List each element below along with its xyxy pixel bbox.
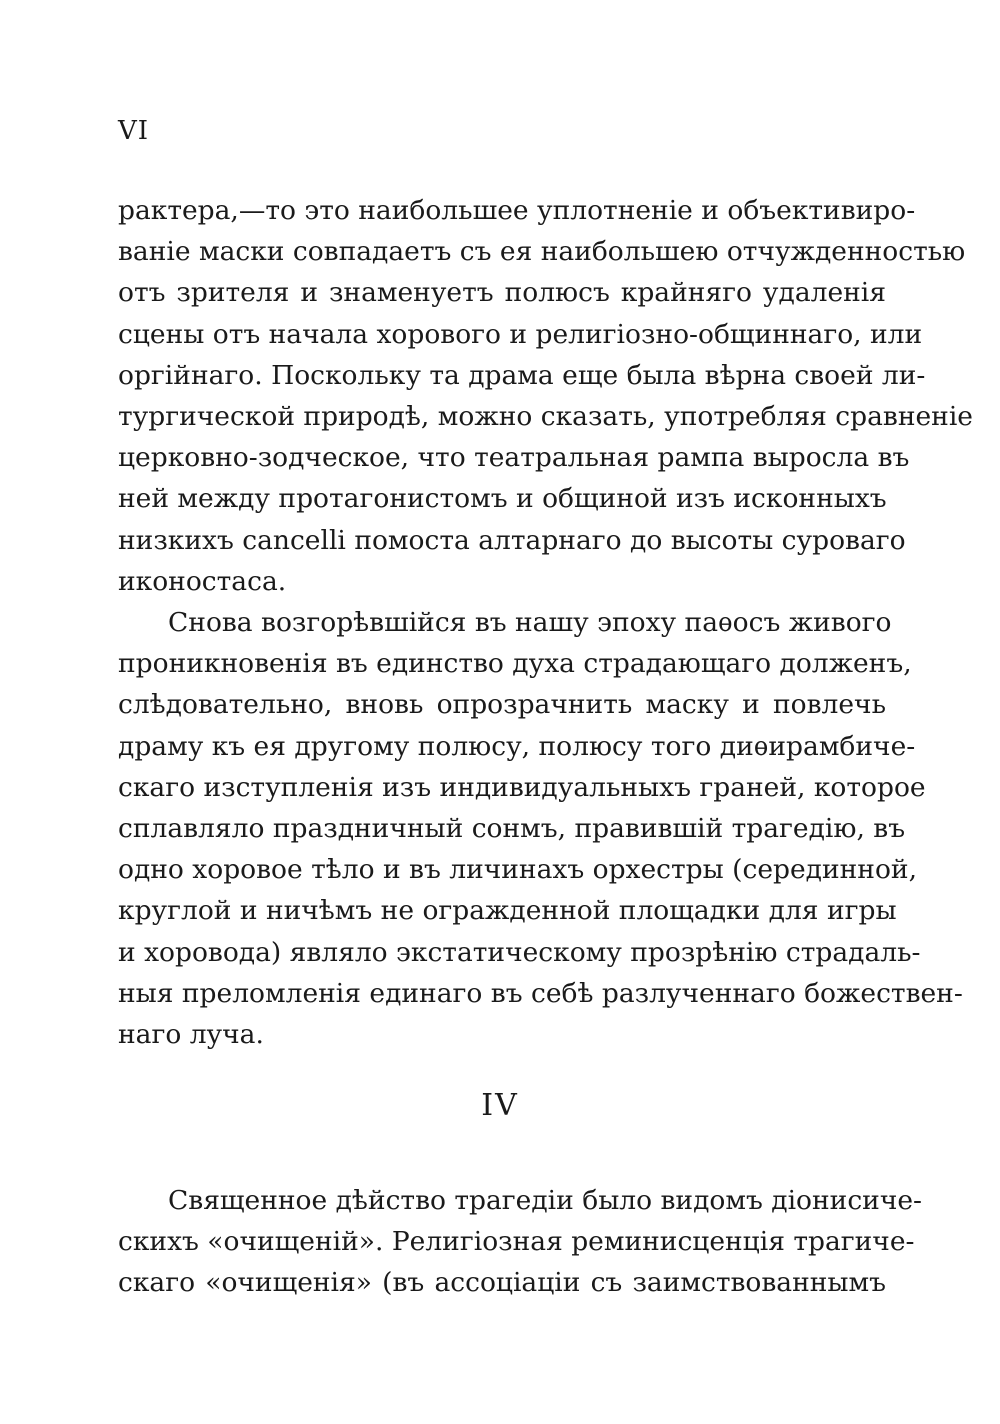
text-line: драму къ ея другому полюсу, полюсу того диѳирамбиче- — [118, 730, 916, 762]
text-line: скаго изступленія изъ индивидуальныхъ граней, которое — [118, 771, 926, 803]
text-line: тургической природѣ, можно сказать, употребляя сравненіе — [118, 400, 973, 432]
paragraph-3 — [118, 1180, 922, 1304]
text-line: скаго «очищенія» (въ ассоціаціи съ заимствованнымъ — [118, 1267, 886, 1299]
text-line: ваніе маски совпадаетъ съ ея наибольшею отчужденностью — [118, 236, 966, 268]
text-line: скихъ «очищеній». Религіозная реминисценція трагиче- — [118, 1226, 915, 1258]
text-line: наго луча. — [118, 1018, 264, 1050]
page-number: VI — [118, 116, 150, 146]
text-line: Священное дѣйство трагедіи было видомъ діонисиче- — [168, 1185, 922, 1216]
text-line: Снова возгорѣвшійся въ нашу эпоху паѳосъ живого — [168, 607, 892, 638]
text-line: слѣдовательно, вновь опрозрачнить маску и повлечь — [118, 689, 886, 721]
text-line: ней между протагонистомъ и общиной изъ исконныхъ — [118, 483, 887, 515]
text-line: сцены отъ начала хорового и религіозно-общиннаго, или — [118, 318, 923, 350]
text-line: сплавляло праздничный сонмъ, правившій трагедію, въ — [118, 812, 906, 844]
text-line: и хоровода) являло экстатическому прозрѣнію страдаль- — [118, 936, 921, 968]
text-line: оргійнаго. Поскольку та драма еще была вѣрна своей ли- — [118, 359, 926, 391]
section-heading: IV — [481, 1088, 519, 1123]
paragraph-1 — [118, 190, 973, 602]
text-line: рактера,—то это наибольшее уплотненіе и объективиро- — [118, 195, 916, 226]
text-line: проникновенія въ единство духа страдающаго долженъ, — [118, 648, 912, 680]
text-line: ныя преломленія единаго въ себѣ разлученнаго божествен- — [118, 977, 963, 1009]
text-line: отъ зрителя и знаменуетъ полюсъ крайняго удаленія — [118, 277, 886, 309]
text-line: иконостаса. — [118, 565, 287, 597]
text-line: низкихъ cancelli помоста алтарнаго до высоты суроваго — [118, 524, 906, 556]
text-line: круглой и ничѣмъ не огражденной площадки для игры — [118, 895, 897, 927]
text-line: церковно-зодческое, что театральная рампа выросла въ — [118, 442, 910, 474]
text-line: одно хоровое тѣло и въ личинахъ орхестры (серединной, — [118, 854, 917, 886]
paragraph-2 — [118, 602, 963, 1055]
